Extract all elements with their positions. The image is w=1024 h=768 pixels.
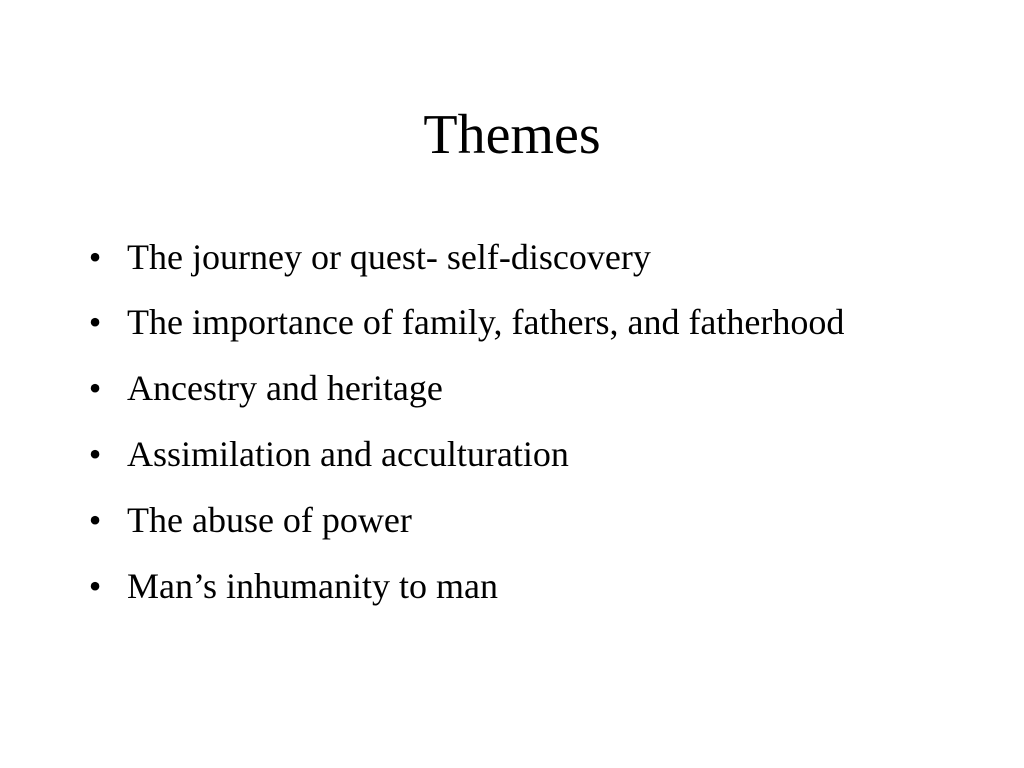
bullet-text: Ancestry and heritage: [127, 368, 443, 408]
bullet-icon: •: [88, 434, 102, 474]
bullet-icon: •: [88, 302, 102, 342]
bullet-text: Man’s inhumanity to man: [127, 566, 498, 606]
bullet-item: [85, 429, 885, 480]
bullet-item: [85, 495, 885, 546]
bullet-item: [85, 232, 885, 283]
bullet-item: [85, 297, 885, 348]
bullet-icon: •: [88, 237, 102, 277]
bullet-icon: •: [88, 500, 102, 540]
bullet-icon: •: [88, 566, 102, 606]
bullet-item: [85, 363, 885, 414]
bullet-icon: •: [88, 368, 102, 408]
bullet-text: The abuse of power: [127, 500, 412, 540]
bullet-list: [85, 232, 885, 627]
bullet-item: [85, 561, 885, 612]
slide-title: Themes: [423, 104, 601, 166]
bullet-text: The journey or quest- self-discovery: [127, 237, 651, 277]
bullet-text: Assimilation and acculturation: [127, 434, 569, 474]
bullet-text: The importance of family, fathers, and fatherhood: [127, 302, 845, 342]
